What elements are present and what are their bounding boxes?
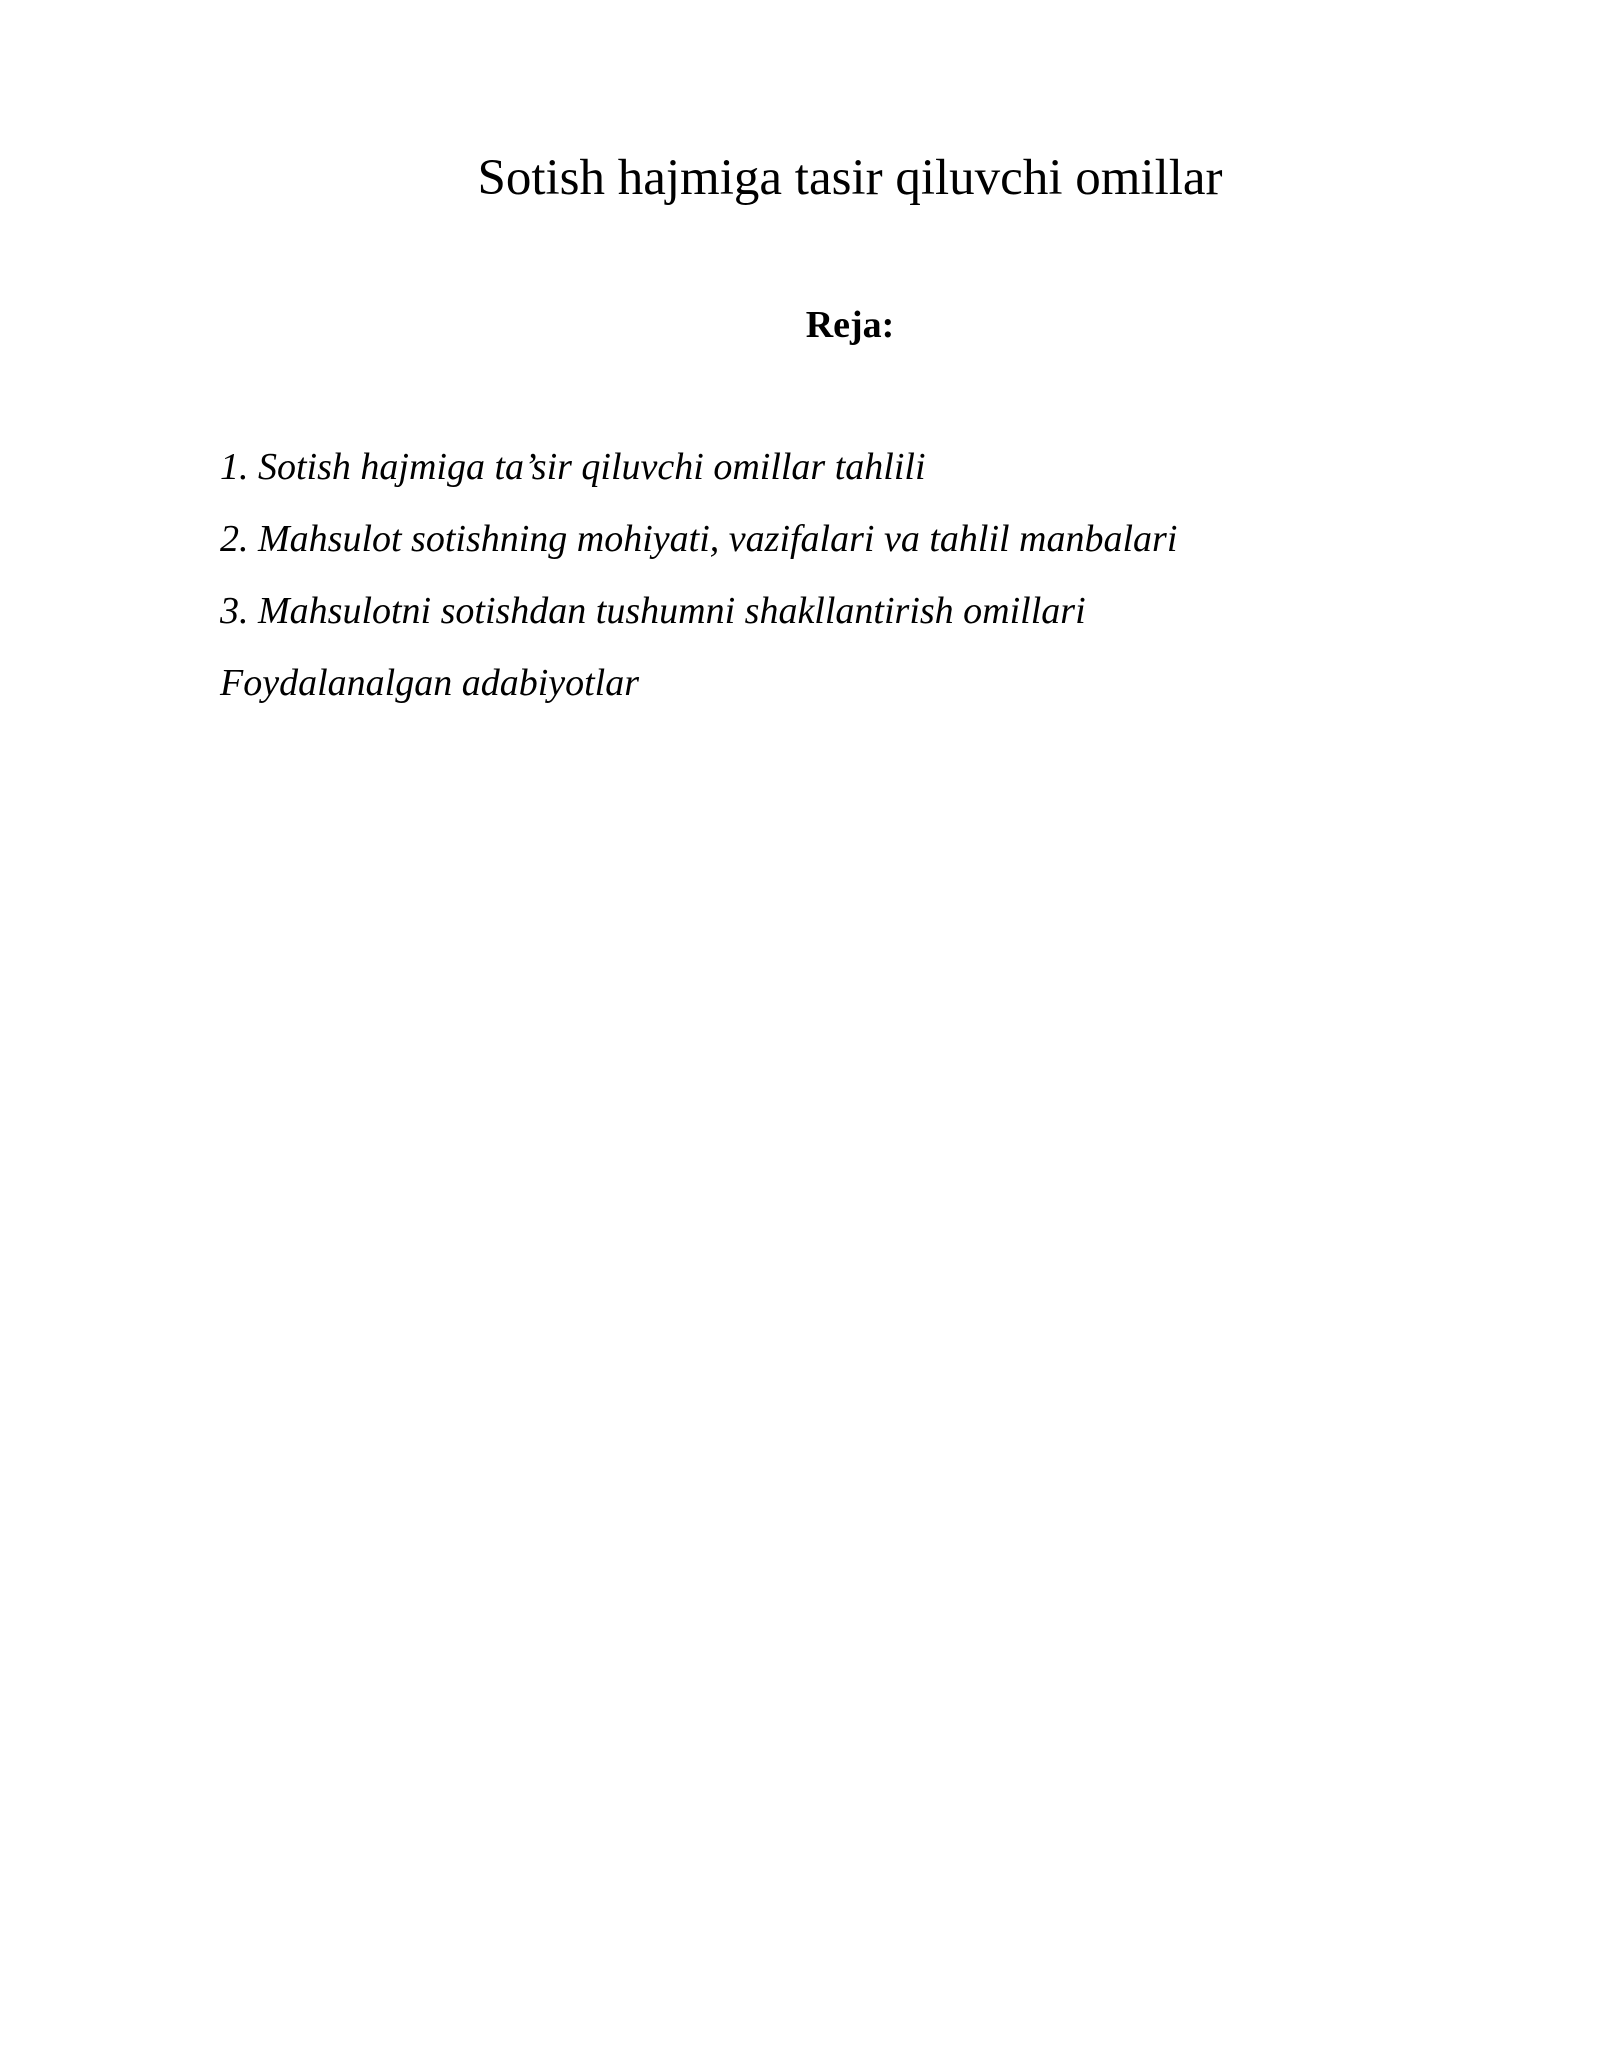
plan-item-1: 1. Sotish hajmiga ta’sir qiluvchi omillar tahlili [220,446,926,488]
page-title: Sotish hajmiga tasir qiluvchi omillar [477,150,1223,206]
plan-list [220,443,1177,731]
plan-item-3: 3. Mahsulotni sotishdan tushumni shakllantirish omillari [220,590,1086,632]
plan-item-references: Foydalanalgan adabiyotlar [220,662,640,704]
plan-item-2: 2. Mahsulot sotishning mohiyati, vazifalari va tahlil manbalari [220,518,1178,560]
plan-heading: Reja: [805,304,895,346]
